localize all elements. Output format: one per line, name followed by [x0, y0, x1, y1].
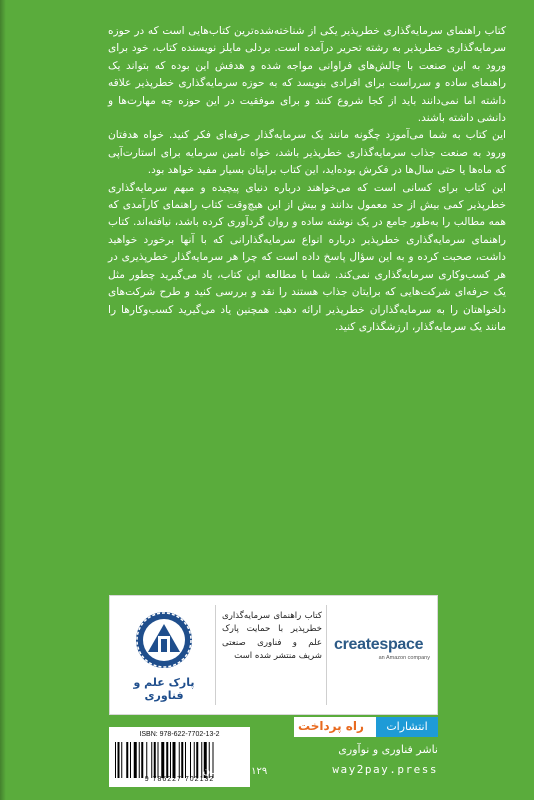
barcode-bar [126, 742, 128, 778]
barcode-bar [154, 742, 156, 778]
publisher-name: راه پرداخت [298, 719, 364, 733]
barcode-bar [139, 742, 140, 778]
publisher-tagline: ناشر فناوری و نوآوری [338, 743, 438, 756]
barcode [109, 727, 250, 787]
barcode-bar [130, 742, 131, 778]
price: ۱۲۹ هزار تومان [202, 766, 268, 777]
blurb-paragraph-3: این کتاب برای کسانی است که می‌خواهند درباره دنیای پیچیده و مبهم سرمایه‌گذاری خطرپذیر کمی بیش از حد معمول بدانند و بیش از این هیچ‌وقت کتاب راهنمای کارآمدی که همه مطالب را به‌طور جامع در یک نوشته ساده و روان گردآوری کرده باشد، نیافته‌اند. کتاب راهنمای سرمایه‌گذاری خطرپذیر درباره انواع سرمایه‌گذارانی که با آنها برخورد خواهید داشت، صحبت کرده و به این سؤال پاسخ داده است که چرا هر سرمایه‌گذار خطرپذیری در هر کسب‌وکاری سرمایه‌گذاری نمی‌کند. شما با مطالعه این کتاب، یاد می‌گیرید چطور مثل یک حرفه‌ای شرکت‌هایی که برایتان جذاب هستند را نقد و بررسی کنید و طرح شرکت‌های دلخواهتان را به سرمایه‌گذاران خطرپذیر ارائه دهید. همچنین یاد می‌گیرید کسب‌وکارها را مانند یک سرمایه‌گذار، ارزشگذاری کنید. [108, 181, 506, 333]
barcode-digits [109, 776, 250, 783]
barcode-bar [185, 742, 186, 778]
divider [215, 605, 216, 705]
blurb-paragraph-2: این کتاب به شما می‌آموزد چگونه مانند یک سرمایه‌گذار حرفه‌ای فکر کنید. خواه هدفتان ورود به صنعت جذاب سرمایه‌گذاری خطرپذیر باشد، خواه تامین سرمایه برای استارت‌آپی که ماه‌ها یا حتی سال‌ها در فکرش بوده‌اید، این کتاب برایتان بسیار مفید خواهد بود. [108, 129, 506, 177]
barcode-bar [170, 742, 171, 778]
barcode-bar [158, 742, 159, 778]
science-park-name: پارک علم و فناوری [133, 676, 195, 702]
publisher-badge [294, 717, 438, 737]
barcode-bar [181, 742, 183, 778]
spine-shadow [0, 0, 6, 800]
barcode-bar [134, 742, 137, 778]
barcode-bar [151, 742, 152, 778]
divider [326, 605, 327, 705]
barcode-bar [121, 742, 122, 778]
barcode-bar [173, 742, 176, 778]
blurb [108, 23, 506, 336]
barcode-bar [146, 742, 147, 778]
publisher [292, 717, 438, 787]
barcode-bar [166, 742, 168, 778]
publisher-label: انتشارات [376, 717, 438, 737]
sponsor-note: کتاب راهنمای سرمایه‌گذاری خطرپذیر با حمایت پارک علم و فناوری صنعتی شریف منتشر شده است [222, 611, 322, 662]
createspace-name: createspace [334, 636, 424, 653]
barcode-bar [118, 742, 120, 778]
barcode-bar [141, 742, 143, 778]
science-park-logo [120, 606, 208, 706]
barcode-bar [179, 742, 180, 778]
createspace-logo [334, 636, 430, 661]
barcode-bar [161, 742, 164, 778]
barcode-number: 9 786227 702132 [144, 776, 215, 783]
isbn: ISBN: 978-622-7702-13-2 [139, 731, 220, 738]
barcode-bar [115, 742, 116, 778]
createspace-tagline: an Amazon company [378, 655, 430, 661]
publisher-website: way2pay.press [332, 763, 438, 776]
blurb-paragraph-1: کتاب راهنمای سرمایه‌گذاری خطرپذیر یکی از شناخته‌شده‌ترین کتاب‌هایی است که در حوزه سرمایه‌گذاری خطرپذیر به رشته تحریر درآمده است. بردلی مایلز نویسنده کتاب، خود برای ورود به این صنعت با چالش‌های فراوانی مواجه شده و هدفش این بوده که بتواند یک راهنمای ساده و سرراست برای افرادی بنویسد که به حوزه سرمایه‌گذاری خطرپذیر علاقه داشته اما نمی‌دانند باید از کجا شروع کنند و برای موفقیت در این حوزه چه مهارت‌ها و دانشی داشته باشند. [108, 25, 506, 125]
sponsor-box [109, 595, 438, 715]
